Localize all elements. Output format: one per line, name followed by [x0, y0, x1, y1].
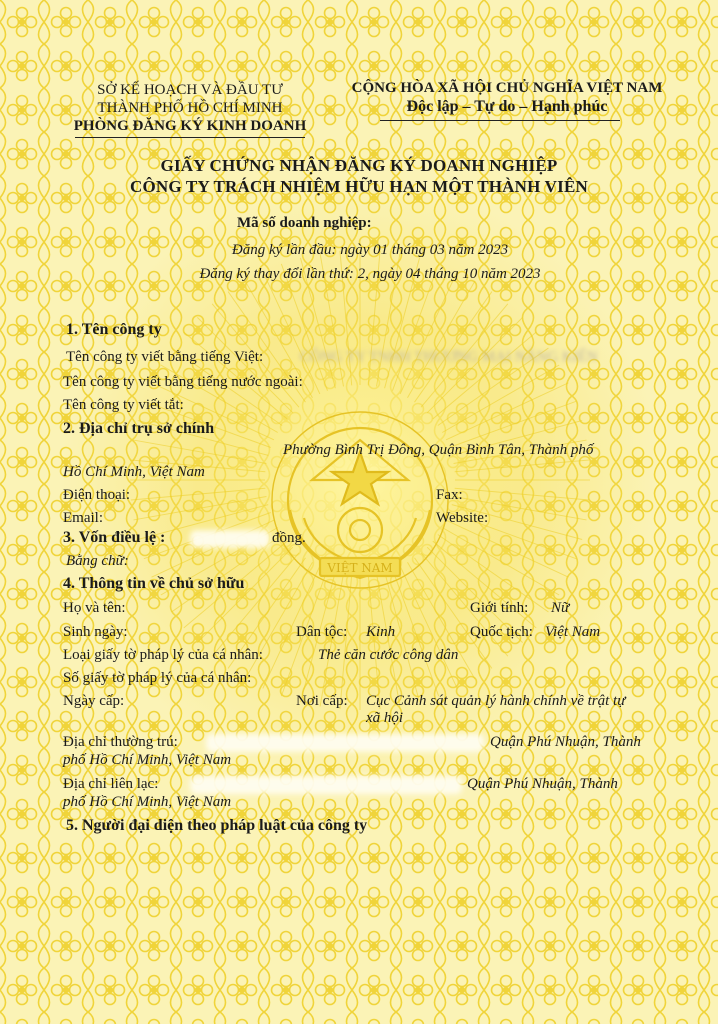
issue-place-label: Nơi cấp: — [296, 693, 348, 709]
certificate-title: GIẤY CHỨNG NHẬN ĐĂNG KÝ DOANH NGHIỆP — [160, 156, 558, 175]
section-3-heading: 3. Vốn điều lệ : — [63, 529, 166, 546]
contact-address-line-1: Quận Phú Nhuận, Thành — [467, 776, 618, 792]
ethnicity-label: Dân tộc: — [296, 624, 348, 640]
nationality-value: Việt Nam — [545, 624, 601, 640]
permanent-address-line-2: phố Hồ Chí Minh, Việt Nam — [63, 752, 232, 768]
short-name-label: Tên công ty viết tắt: — [63, 397, 184, 413]
id-type-label: Loại giấy tờ pháp lý của cá nhân: — [63, 647, 263, 663]
agency-office-name: PHÒNG ĐĂNG KÝ KINH DOANH — [73, 118, 307, 134]
permanent-address-label: Địa chỉ thường trú: — [63, 734, 178, 750]
first-registration-date: Đăng ký lần đầu: ngày 01 tháng 03 năm 2023 — [231, 242, 509, 258]
id-number-label: Số giấy tờ pháp lý của cá nhân: — [63, 670, 252, 686]
vietnamese-name-value: CÔNG TY TNHH THƯƠNG MẠI NĂNG KIẾN — [300, 349, 598, 365]
phone-label: Điện thoại: — [63, 487, 131, 503]
section-2-heading: 2. Địa chỉ trụ sở chính — [63, 420, 215, 437]
issue-place-value-2: xã hội — [366, 710, 404, 726]
capital-in-words-label: Bằng chữ: — [66, 553, 129, 569]
address-line-1: Phường Bình Trị Đông, Quận Bình Tân, Thành phố — [283, 442, 594, 458]
capital-currency: đồng. — [272, 530, 306, 546]
section-4-heading: 4. Thông tin về chủ sở hữu — [63, 575, 245, 592]
issue-date-label: Ngày cấp: — [63, 693, 125, 709]
country-name: CỘNG HÒA XÃ HỘI CHỦ NGHĨA VIỆT NAM — [351, 80, 663, 96]
section-5-heading: 5. Người đại diện theo pháp luật của công ty — [66, 817, 368, 834]
capital-redaction — [190, 530, 270, 548]
email-label: Email: — [63, 510, 103, 526]
company-type: CÔNG TY TRÁCH NHIỆM HỮU HẠN MỘT THÀNH VIÊN — [129, 177, 588, 196]
contact-address-label: Địa chỉ liên lạc: — [63, 776, 159, 792]
permanent-address-line-1: Quận Phú Nhuận, Thành — [490, 734, 641, 750]
dob-label: Sinh ngày: — [63, 624, 128, 640]
id-type-value: Thẻ căn cước công dân — [318, 647, 459, 663]
fax-label: Fax: — [436, 487, 463, 503]
foreign-name-label: Tên công ty viết bằng tiếng nước ngoài: — [63, 374, 303, 390]
contact-address-redaction — [190, 776, 462, 794]
header-left-rule — [75, 137, 305, 138]
ethnicity-value: Kinh — [366, 624, 396, 640]
svg-text:VIỆT NAM: VIỆT NAM — [327, 561, 393, 575]
section-1-heading: 1. Tên công ty — [66, 321, 162, 338]
website-label: Website: — [436, 510, 489, 526]
contact-address-line-2: phố Hồ Chí Minh, Việt Nam — [63, 794, 232, 810]
agency-name-line2: THÀNH PHỐ HỒ CHÍ MINH — [97, 100, 283, 116]
header-right-rule — [380, 120, 620, 121]
gender-label: Giới tính: — [470, 600, 529, 616]
issue-place-value-1: Cục Cảnh sát quản lý hành chính về trật tự — [366, 693, 626, 709]
owner-name-label: Họ và tên: — [63, 600, 126, 616]
agency-name-line1: SỞ KẾ HOẠCH VÀ ĐẦU TƯ — [97, 82, 283, 98]
permanent-address-redaction — [206, 734, 484, 752]
tax-code-label: Mã số doanh nghiệp: — [237, 215, 372, 231]
vietnamese-name-label: Tên công ty viết bằng tiếng Việt: — [66, 349, 264, 365]
national-motto: Độc lập – Tự do – Hạnh phúc — [406, 98, 608, 115]
change-registration-date: Đăng ký thay đổi lần thứ: 2, ngày 04 tháng 10 năm 2023 — [199, 266, 541, 282]
nationality-label: Quốc tịch: — [470, 624, 533, 640]
gender-value: Nữ — [551, 600, 570, 616]
address-line-2: Hồ Chí Minh, Việt Nam — [63, 464, 205, 480]
